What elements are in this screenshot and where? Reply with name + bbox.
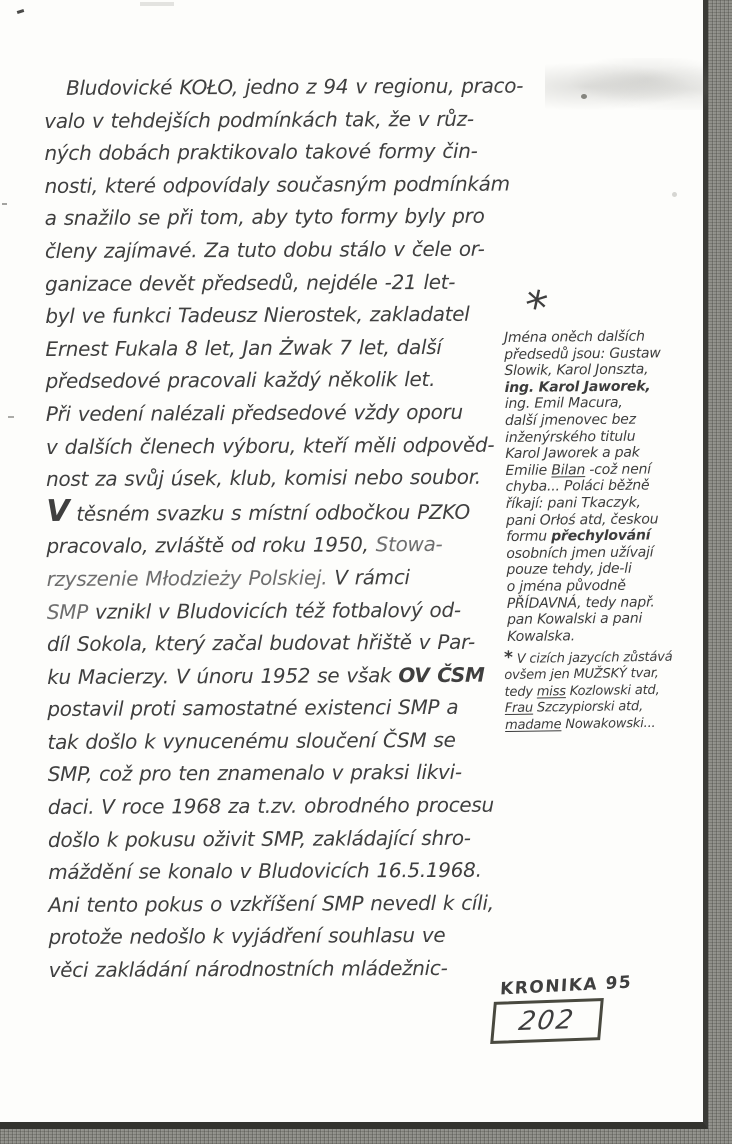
margin-line: ing. Karol Jaworek, (504, 378, 651, 396)
ink-speck (8, 416, 14, 418)
margin-line: osobních jmen užívají (506, 544, 654, 562)
handwritten-line: protože nedošlo k vyjádření souhlasu ve (48, 923, 446, 950)
margin-line: chyba... Poláci běžně (505, 477, 650, 496)
ink-speck (140, 2, 174, 6)
margin-annotation (504, 328, 712, 645)
handwritten-line: Bludovické KOŁO, jedno z 94 v regionu, praco- (66, 73, 524, 100)
handwritten-line: SMP, což pro ten znamenalo v praksi likvi- (47, 760, 462, 787)
handwritten-line: díl Sokola, který začal budovat hřiště v Par- (46, 629, 475, 657)
margin-line: pouze tehdy, jde-li (506, 560, 632, 579)
margin-line: PŘÍDAVNÁ, tedy např. (506, 593, 655, 612)
ink-bleed-ghost-marks (545, 58, 710, 110)
handwritten-line: postavil proti samostatné existenci SMP a (47, 695, 459, 722)
asterisk-marker-icon: * (519, 280, 552, 335)
margin-line: ovšem jen MUŽSKÝ tvar, (504, 666, 659, 684)
handwritten-line: Ernest Fukala 8 let, Jan Żwak 7 let, další (45, 334, 442, 361)
margin-line: Karol Jaworek a pak (505, 444, 640, 463)
handwritten-line: Ani tento pokus o vzkříšení SMP nevedl k cíli, (48, 890, 494, 917)
margin-line: Emilie Bilan -což není (505, 461, 652, 479)
margin-line: pan Kowalski a pani (506, 610, 643, 629)
paragraph-2 (46, 493, 556, 987)
handwritten-line: pracovalo, zvláště od roku 1950, Stowa- (46, 532, 443, 559)
handwritten-line: V těsném svazku s místní odbočkou PZKO (46, 493, 471, 529)
margin-line: Jména oněch dalších (504, 328, 645, 346)
handwritten-line: máždění se konalo v Bludovicích 16.5.1968. (48, 857, 482, 885)
page-number-box (490, 998, 604, 1044)
chronicle-label: KRONIKA 95 (499, 972, 633, 1000)
handwritten-line: předsedové pracovali každý několik let. (45, 367, 436, 394)
ink-speck (581, 94, 587, 99)
margin-line: předsedů jsou: Gustaw (504, 344, 661, 363)
handwritten-line: valo v tehdejších podmínkách tak, že v růz- (44, 106, 474, 133)
margin-line: Kowalska. (507, 627, 576, 645)
margin-line: tedy miss Kozlowski atd, (504, 682, 660, 700)
margin-line: madame Nowakowski... (504, 715, 656, 733)
handwritten-line: SMP vznikl v Bludovicích též fotbalový od- (46, 597, 461, 624)
margin-line: ing. Emil Macura, (504, 395, 623, 413)
handwritten-line: ných dobách praktikovalo takové formy čin- (44, 138, 478, 166)
handwritten-line: tak došlo k vynucenému sloučení ČSM se (47, 727, 456, 754)
handwritten-line: členy zajímavé. Za tuto dobu stálo v čele or- (44, 236, 485, 263)
handwritten-line: a snažilo se při tom, aby tyto formy byly pro (44, 204, 485, 231)
margin-footnote (504, 647, 720, 734)
handwritten-line: daci. V roce 1968 za t.zv. obrodného procesu (47, 792, 494, 820)
main-handwritten-text (44, 69, 556, 986)
asterisk-marker-icon: * (503, 647, 513, 668)
handwritten-line: došlo k pokusu oživit SMP, zakládající shro- (47, 825, 471, 852)
page-number: 202 (516, 1004, 578, 1038)
handwritten-line: ganizace devět předsedů, nejdéle -21 let- (45, 269, 456, 296)
paragraph-1 (44, 69, 553, 495)
margin-line: říkají: pani Tkaczyk, (505, 494, 641, 512)
margin-line: Slowik, Karol Jonszta, (504, 361, 649, 380)
margin-line: inženýrského titulu (505, 428, 636, 446)
handwritten-line: nosti, které odpovídaly současným podmínkám (44, 171, 510, 198)
handwritten-line: nost za svůj úsek, klub, komisi nebo soubor. (46, 464, 481, 492)
margin-line: * V cizích jazycích zůstává (503, 647, 673, 668)
ink-speck (672, 192, 677, 197)
handwritten-line: ku Macierzy. V únoru 1952 se však OV ČSM (47, 662, 485, 689)
handwritten-line: byl ve funkci Tadeusz Nierostek, zakladatel (45, 301, 470, 329)
ink-speck (2, 203, 7, 205)
margin-line: Frau Szczypiorski atd, (504, 699, 644, 717)
handwritten-line: rzyszenie Młodzieży Polskiej. V rámci (46, 564, 410, 591)
margin-line: formu přechylování (506, 527, 651, 546)
handwritten-line: Při vedení nalézali předsedové vždy oporu (45, 399, 463, 426)
handwritten-line: v dalších členech výboru, kteří měli odpověd- (45, 432, 495, 459)
handwritten-line: věci zakládání národnostních mládežnic- (48, 955, 448, 983)
margin-line: pani Orłoś atd, českou (505, 510, 659, 529)
margin-line: o jména původně (506, 577, 626, 595)
margin-line: další jmenovec bez (504, 411, 636, 429)
ink-speck (17, 9, 25, 14)
